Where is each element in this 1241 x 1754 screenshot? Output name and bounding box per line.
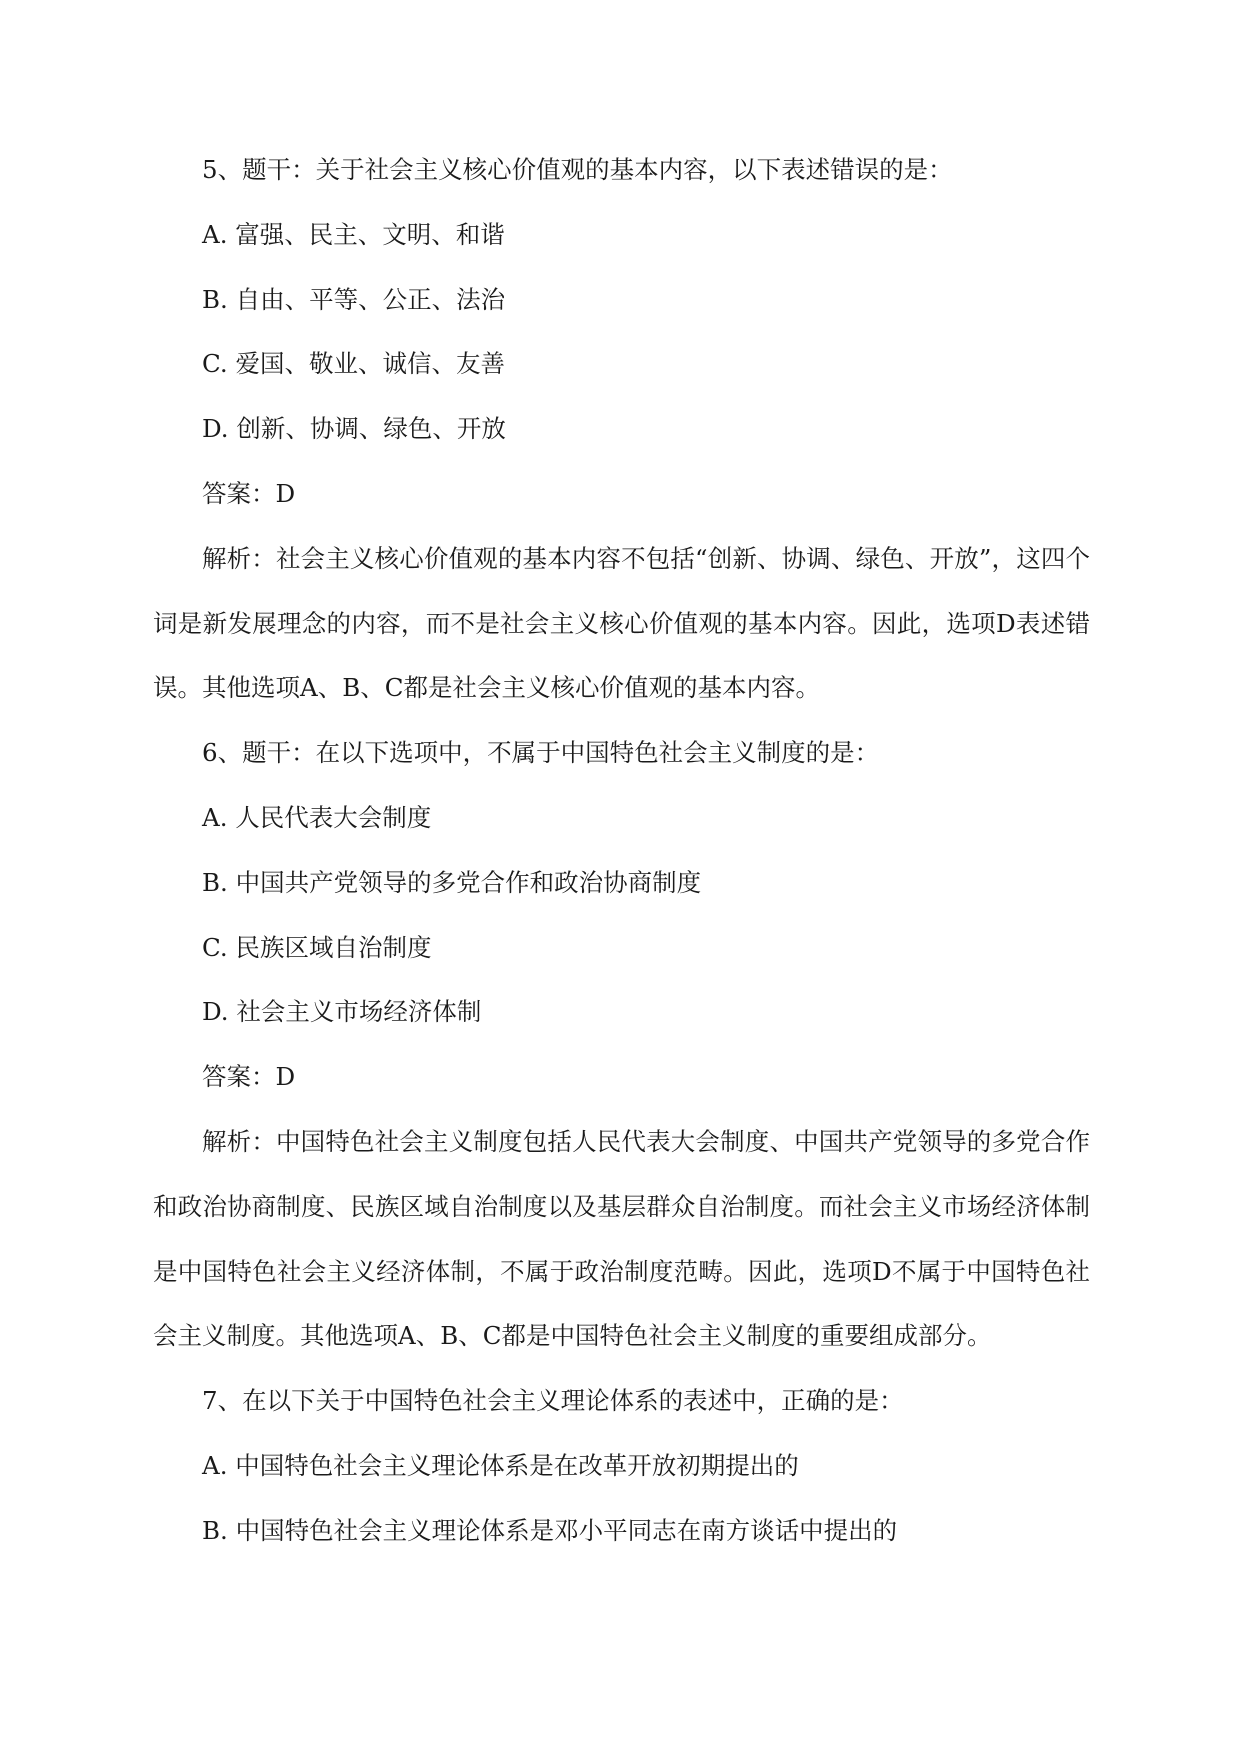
question-5-option-b: B. 自由、平等、公正、法治 — [202, 284, 506, 314]
question-5-option-d: D. 创新、协调、绿色、开放 — [202, 414, 506, 444]
question-6-explanation: 解析：中国特色社会主义制度包括人民代表大会制度、中国共产党领导的多党合作和政治协商制度、民族区域自治制度以及基层群众自治制度。而社会主义市场经济体制是中国特色社会主义经济体制，不属于政治制度范畴。因此，选项D不属于中国特色社会主义制度。其他选项A、B、C都是中国特色社会主义制度的重要组成部分。 — [153, 1126, 1090, 1351]
question-6-option-d: D. 社会主义市场经济体制 — [202, 997, 482, 1027]
question-5-option-a: A. 富强、民主、文明、和谐 — [202, 219, 505, 249]
question-7-stem: 7、在以下关于中国特色社会主义理论体系的表述中，正确的是： — [202, 1386, 904, 1416]
question-6-option-c: C. 民族区域自治制度 — [202, 932, 432, 962]
question-5-stem: 5、题干：关于社会主义核心价值观的基本内容，以下表述错误的是： — [202, 155, 953, 184]
question-5-answer: 答案：D — [202, 478, 296, 508]
document-body — [153, 138, 1090, 1564]
question-5-option-c: C. 爱国、敬业、诚信、友善 — [202, 349, 505, 379]
question-7-option-b: B. 中国特色社会主义理论体系是邓小平同志在南方谈话中提出的 — [202, 1515, 898, 1545]
question-5-explanation: 解析：社会主义核心价值观的基本内容不包括“创新、协调、绿色、开放”，这四个词是新发展理念的内容，而不是社会主义核心价值观的基本内容。因此，选项D表述错误。其他选项A、B、C都是社会主义核心价值观的基本内容。 — [153, 543, 1090, 703]
question-6-stem: 6、题干：在以下选项中，不属于中国特色社会主义制度的是： — [202, 738, 880, 768]
question-7-option-a: A. 中国特色社会主义理论体系是在改革开放初期提出的 — [202, 1450, 799, 1480]
question-6-option-a: A. 人民代表大会制度 — [202, 802, 432, 832]
question-6-answer: 答案：D — [202, 1062, 296, 1092]
question-6-option-b: B. 中国共产党领导的多党合作和政治协商制度 — [202, 867, 702, 897]
